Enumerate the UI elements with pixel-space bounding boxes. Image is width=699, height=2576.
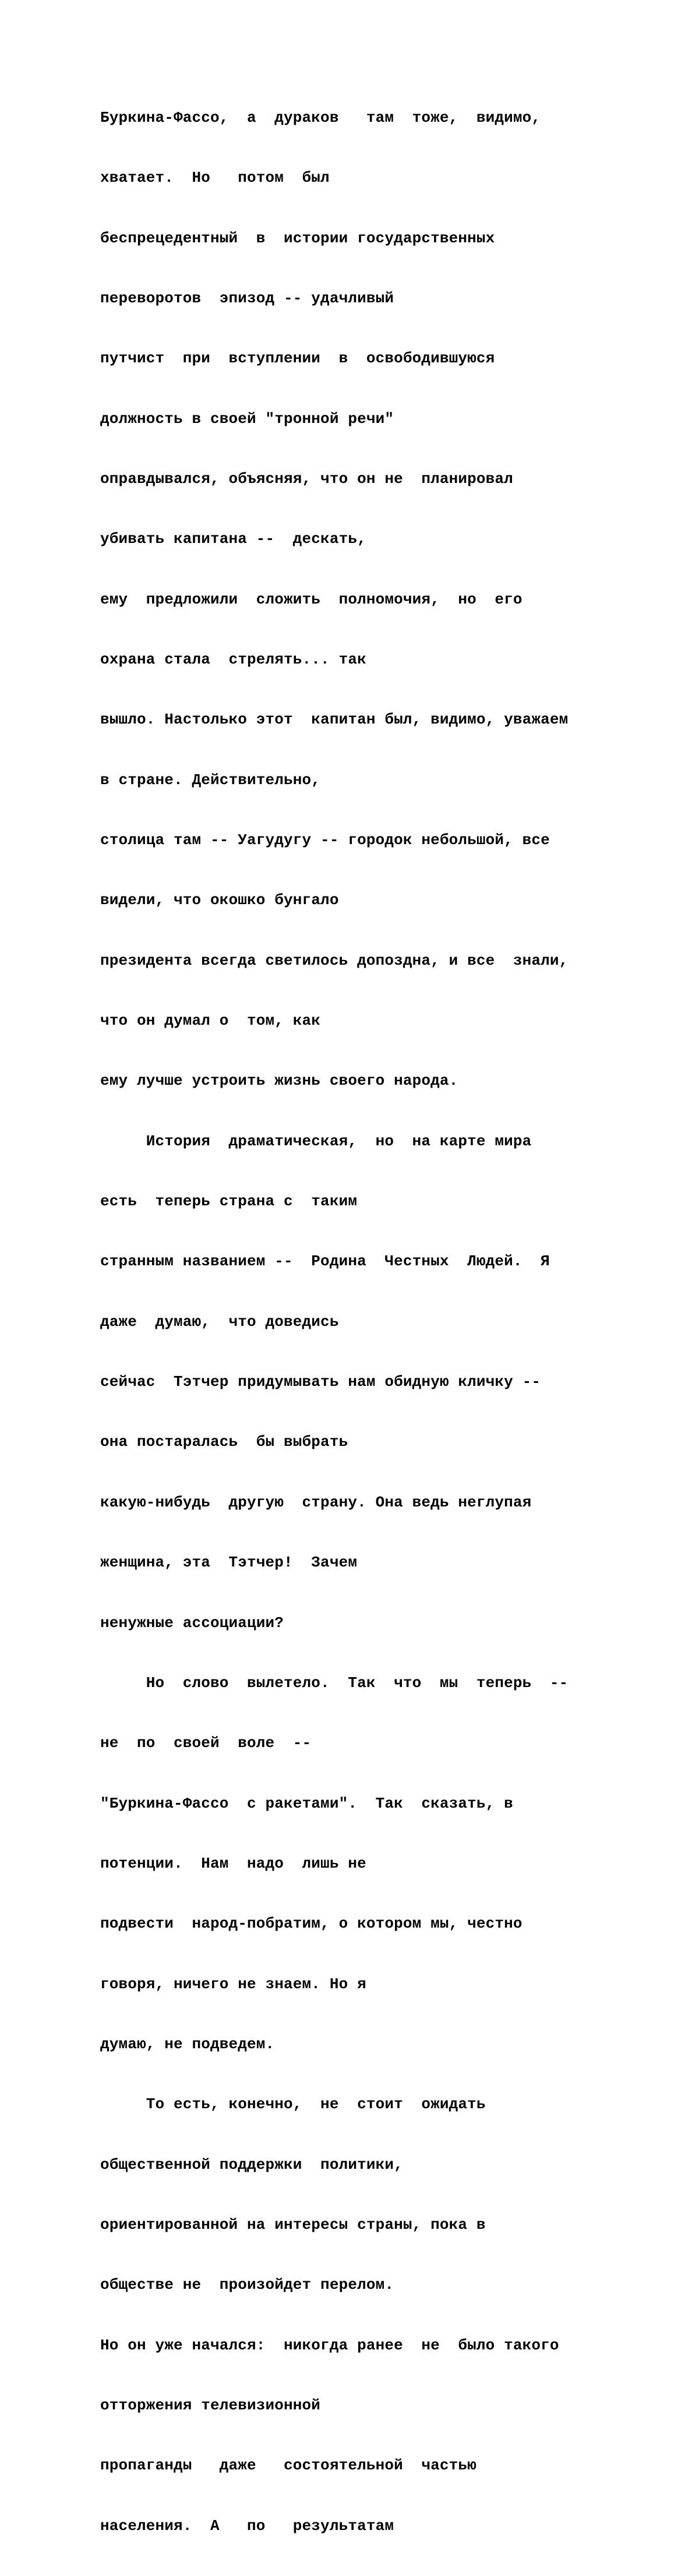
text-line: даже думаю, что доведись [100, 1312, 339, 1331]
text-line: не по своей воле -- [100, 1734, 312, 1752]
text-line: в стране. Действительно, [100, 771, 321, 789]
text-line: столица там -- Уагудугу -- городок небольшой, все [100, 831, 550, 849]
text-line: охрана стала стрелять... так [100, 651, 366, 668]
text-line: какую-нибудь другую страну. Она ведь неглупая [100, 1493, 532, 1511]
text-line: Но слово вылетело. Так что мы теперь -- [100, 1674, 569, 1692]
body-text [100, 68, 683, 2576]
text-line: странным названием -- Родина Честных Людей. Я [100, 1252, 550, 1271]
text-line: беспрецедентный в истории государственных [100, 229, 495, 247]
text-line: История драматическая, но на карте мира [100, 1132, 532, 1150]
text-line: путчист при вступлении в освободившуюся [100, 350, 495, 368]
text-line: убивать капитана -- дескать, [100, 530, 366, 548]
text-line: что он думал о том, как [100, 1012, 321, 1030]
text-line: То есть, конечно, не стоит ожидать [100, 2095, 486, 2113]
text-line: хватает. Но потом был [100, 169, 330, 187]
text-line: ненужные ассоциации? [100, 1614, 284, 1632]
text-line: вышло. Настолько этот капитан был, видимо, уважаем [100, 711, 569, 729]
text-line: должность в своей "тронной речи" [100, 410, 394, 428]
text-line: общественной поддержки политики, [100, 2155, 403, 2173]
text-line: "Буркина-Фассо с ракетами". Так сказать, в [100, 1794, 513, 1812]
text-line: обществе не произойдет перелом. [100, 2276, 394, 2294]
text-line: оправдывался, объясняя, что он не планировал [100, 470, 513, 488]
text-line: потенции. Нам надо лишь не [100, 1854, 366, 1872]
text-line: ему предложили сложить полномочия, но его [100, 590, 523, 608]
text-line: думаю, не подведем. [100, 2035, 275, 2053]
text-line: говоря, ничего не знаем. Но я [100, 1975, 366, 1993]
text-line: отторжения телевизионной [100, 2396, 321, 2414]
text-line: она постаралась бы выбрать [100, 1433, 348, 1451]
text-line: президента всегда светилось допоздна, и все знали, [100, 951, 569, 969]
text-line: сейчас Тэтчер придумывать нам обидную кличку -- [100, 1373, 541, 1391]
text-line: видели, что окошко бунгало [100, 891, 339, 909]
text-line: населения. А по результатам [100, 2517, 394, 2535]
text-line: женщина, эта Тэтчер! Зачем [100, 1554, 358, 1572]
text-line: Буркина-Фассо, а дураков там тоже, видимо, [100, 108, 541, 126]
text-line: Но он уже начался: никогда ранее не было такого [100, 2336, 559, 2354]
text-line: ему лучше устроить жизнь своего народа. [100, 1072, 458, 1090]
text-line: ориентированной на интересы страны, пока в [100, 2215, 486, 2233]
text-line: пропаганды даже состоятельной частью [100, 2457, 476, 2475]
text-line: переворотов эпизод -- удачливый [100, 289, 394, 307]
text-line: подвести народ-побратим, о котором мы, честно [100, 1915, 523, 1933]
text-line: есть теперь страна с таким [100, 1192, 358, 1211]
